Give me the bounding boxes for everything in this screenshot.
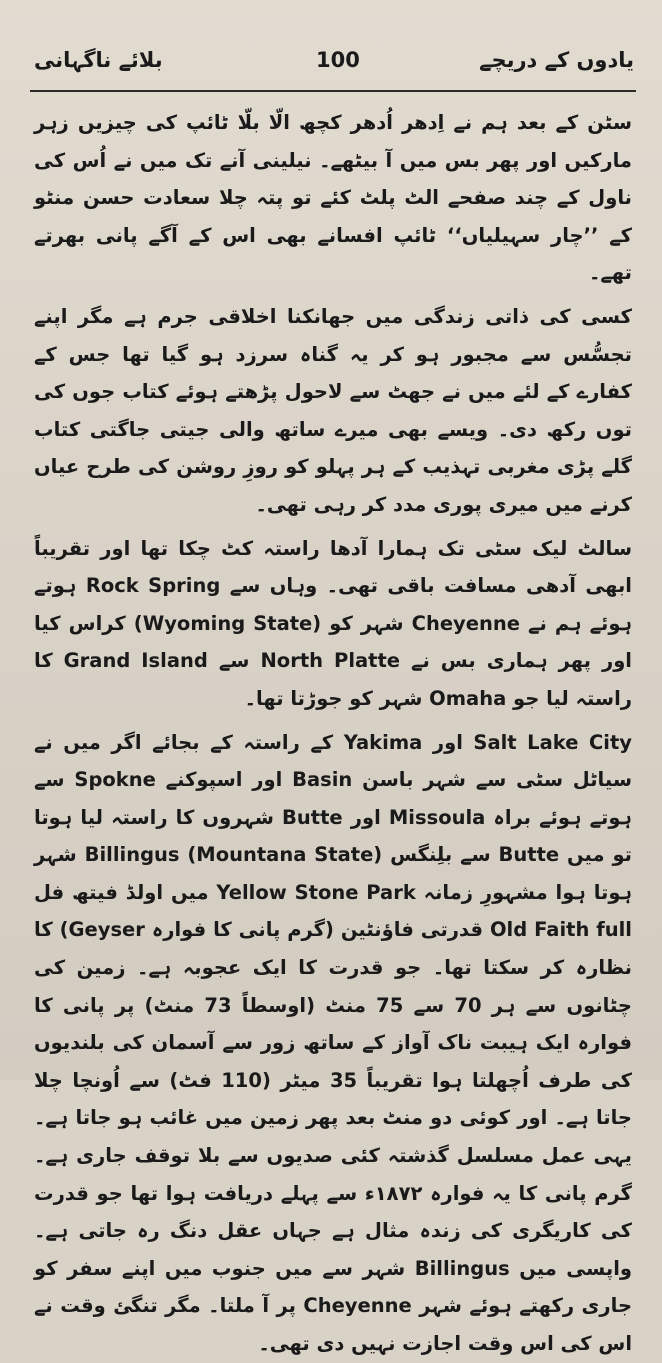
- page-number: 100: [316, 48, 360, 72]
- paragraph-2: کسی کی ذاتی زندگی میں جھانکنا اخلاقی جرم ہے مگر اپنے تجسُّس سے مجبور ہو کر یہ گناہ سرزد ہو گیا تھا جس کے کفارے کے لئے میں نے جھٹ سے لاحول پڑھتے ہوئے کتاب جوں کی توں رکھ دی۔ ویسے بھی میرے ساتھ والی جیتی جاگتی کتاب گلے پڑی مغربی تہذیب کے ہر پہلو کو روزِ روشن کی طرح عیاں کرنے میں میری پوری مدد کر رہی تھی۔: [34, 304, 632, 516]
- paragraph-1: سٹن کے بعد ہم نے اِدھر اُدھر کچھ الّا بلّا ٹائپ کی چیزیں زہر مارکیں اور پھر بس میں آ بیٹھے۔ نیلینی آنے تک میں نے اُس کی ناول کے چند صفحے الٹ پلٹ کئے تو پتہ چلا سعادت حسن منٹو کے ’’چار سہیلیاں‘‘ ٹائپ افسانے بھی اس کے آگے پانی بھرتے تھے۔: [34, 111, 632, 285]
- paragraph-4: Salt Lake City اور Yakima کے راستہ کے بجائے اگر میں نے سیاٹل سٹی سے شہر باسن Basin اور اسپوکنے Spokne سے ہوتے ہوئے براہ Missoula اور Butte شہروں کا راستہ لیا ہوتا تو میں Butte سے بلِنگس Billingus (Mountana State) شہر ہوتا ہوا مشہورِ زمانہ Yellow Stone Park میں اولڈ فیتھ فل Old Faith full قدرتی فاؤنٹین (گرم پانی کا فوارہ Geyser) کا نظارہ کر سکتا تھا۔ جو قدرت کا ایک عجوبہ ہے۔ زمین کی چٹانوں سے ہر 70 سے 75 منٹ (اوسطاً 73 منٹ) پر پانی کا فوارہ ایک ہیبت ناک آواز کے ساتھ زور سے آسمان کی بلندیوں کی طرف اُچھلتا ہوا تقریباً 35 میٹر (110 فٹ) سے اُونچا چلا جاتا ہے۔ اور کوئی دو منٹ بعد پھر زمین میں غائب ہو جاتا ہے۔ یہی عمل مسلسل گذشتہ کئی صدیوں سے بلا توقف جاری ہے۔ گرم پانی کا یہ فوارہ ۱۸۷۲ء سے پہلے دریافت ہوا تھا جو قدرت کی کاریگری کی زندہ مثال ہے جہاں عقل دنگ رہ جاتی ہے۔ واپسی میں Billingus شہر سے میں جنوب میں اپنے سفر کو جاری رکھتے ہوئے شہر Cheyenne پر آ ملتا۔ مگر تنگئ وقت نے اس کی اس وقت اجازت نہیں دی تھی۔: [34, 730, 633, 1355]
- paragraph-3: سالٹ لیک سٹی تک ہمارا آدھا راستہ کٹ چکا تھا اور تقریباً ابھی آدھی مسافت باقی تھی۔ وہاں سے Rock Spring ہوتے ہوئے ہم نے Cheyenne شہر کو (Wyoming State) کراس کیا اور پھر ہماری بس نے North Platte سے Grand Island کا راستہ لیا جو Omaha شہر کو جوڑتا تھا۔: [34, 536, 633, 710]
- page-header: [34, 40, 634, 88]
- header-divider: [30, 90, 636, 92]
- page-body: [34, 104, 632, 1363]
- book-title: یادوں کے دریچے: [479, 48, 634, 72]
- chapter-title: بلائے ناگہانی: [34, 48, 163, 72]
